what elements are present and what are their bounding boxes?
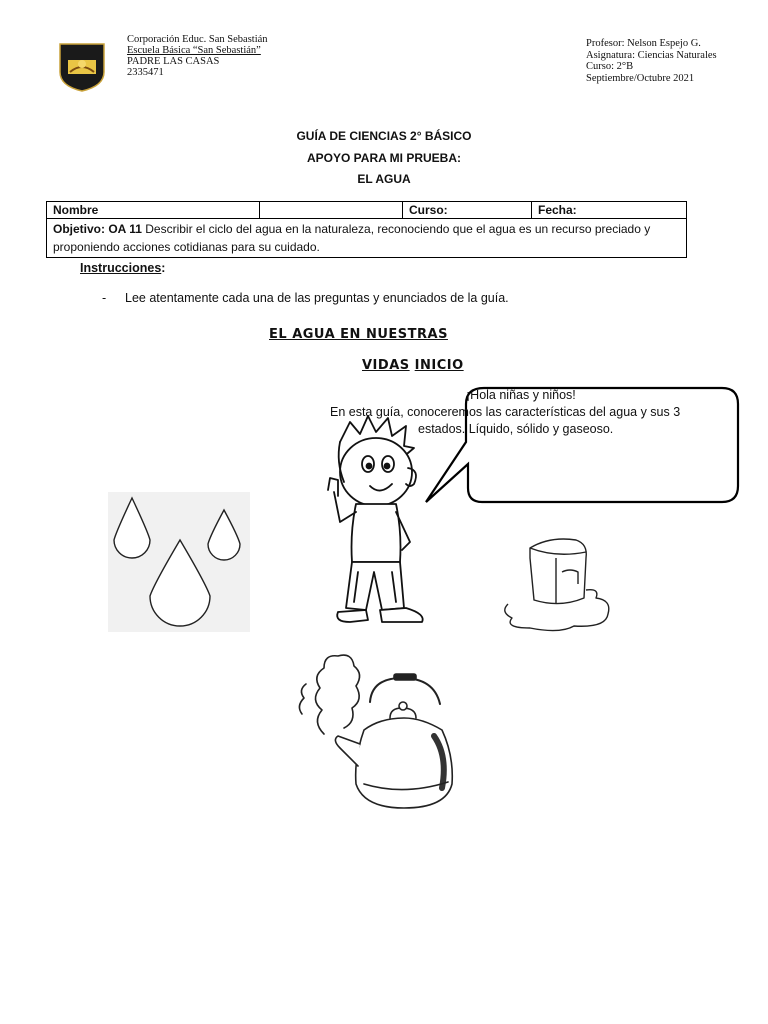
objetivo-label: Objetivo: OA 11	[53, 222, 142, 236]
student-info-table	[46, 201, 687, 258]
bubble-line2: En esta guía, conoceremos las características del agua y sus 3	[330, 405, 681, 419]
instructions-colon: :	[161, 261, 166, 275]
school-corporation: Corporación Educ. San Sebastián	[127, 34, 268, 45]
school-city: PADRE LAS CASAS	[127, 56, 220, 67]
teacher-name: Profesor: Nelson Espejo G.	[586, 38, 701, 49]
instruction-item: Lee atentamente cada una de las preguntas y enunciados de la guía.	[125, 291, 509, 305]
section-inicio: INICIO	[414, 358, 464, 373]
objetivo-cell	[47, 219, 687, 258]
curso-label: Curso:	[403, 202, 532, 219]
school-name: Escuela Básica “San Sebastián”	[127, 45, 261, 56]
nombre-label: Nombre	[47, 202, 260, 219]
instruction-bullet: -	[102, 291, 107, 305]
boy-character-image	[310, 412, 440, 632]
instructions-label: Instrucciones	[80, 261, 162, 275]
school-phone: 2335471	[127, 67, 164, 78]
instructions-heading	[80, 261, 165, 275]
guide-topic: EL AGUA	[357, 172, 411, 186]
guide-title: GUÍA DE CIENCIAS 2° BÁSICO	[296, 129, 472, 143]
section-title-line1: EL AGUA EN NUESTRAS	[269, 327, 448, 342]
school-logo	[58, 42, 106, 92]
bubble-line3: estados. Líquido, sólido y gaseoso.	[418, 422, 614, 436]
subject: Asignatura: Ciencias Naturales	[586, 49, 717, 61]
objetivo-text: Describir el ciclo del agua en la naturaleza, reconociendo que el agua es un recurso preciado y proponiendo acciones cotidianas para su cuidado.	[53, 222, 651, 254]
kettle-image	[294, 648, 494, 812]
nombre-field[interactable]	[260, 202, 403, 219]
section-title-line2	[362, 358, 464, 373]
bubble-greeting: ¡Hola niñas y niños!	[466, 388, 576, 402]
guide-subtitle: APOYO PARA MI PRUEBA:	[306, 151, 461, 165]
fecha-label: Fecha:	[532, 202, 687, 219]
teacher-info	[586, 38, 717, 84]
school-info	[127, 34, 268, 78]
section-vidas: VIDAS	[362, 358, 410, 373]
water-drops-image	[108, 492, 250, 632]
period: Septiembre/Octubre 2021	[586, 72, 695, 84]
course: Curso: 2°B	[586, 61, 634, 72]
ice-cube-image	[500, 528, 612, 634]
